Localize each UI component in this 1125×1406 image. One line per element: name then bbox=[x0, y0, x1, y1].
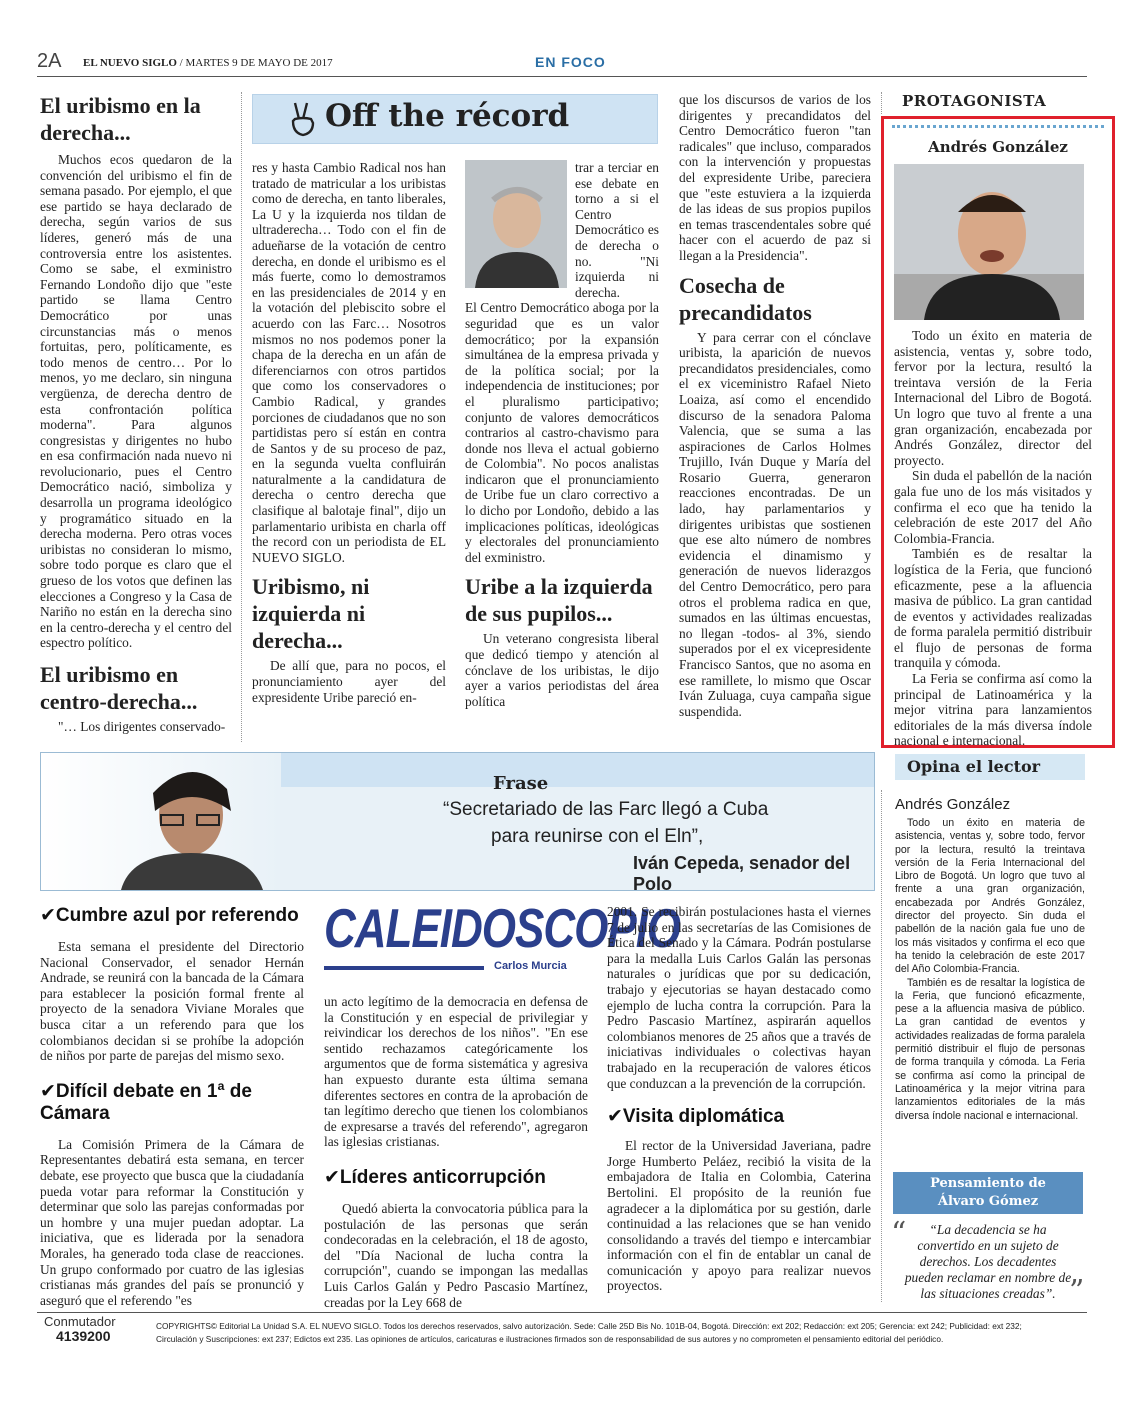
portrait-icon bbox=[894, 164, 1084, 320]
body-postulaciones: 2001. Se recibirán postulaciones hasta el viernes 7 de julio en las secretarías de las Comisiones de Ética del Senado y la Cámara. Podrán postularse para la medalla Luis Carlos Galán las personas naturales o jurídicas que por su dedicación, trabajo y ejecutorias se hayan destacado como ejemplo de lucha contra la corrupción. Para la Pedro Pascasio Martínez, aspirarán aquellos colombianos menores de 25 años que a través de iniciativas individuales o colectivas hayan trabajado en la recuperación de valores éticos que conduzcan a la prevención de la corrupción. bbox=[607, 904, 871, 1091]
protagonista-label: PROTAGONISTA bbox=[902, 92, 1047, 110]
column-otr-4 bbox=[679, 92, 871, 719]
open-quote-icon: “ bbox=[891, 1216, 907, 1251]
frase-quote-1: “Secretariado de las Farc llegó a Cuba bbox=[443, 799, 769, 820]
frase-label: Frase bbox=[493, 773, 549, 794]
column-uribismo bbox=[40, 92, 232, 735]
off-the-record-title: Off the récord bbox=[325, 98, 570, 134]
footer-line-1: COPYRIGHTS© Editorial La Unidad S.A. EL NUEVO SIGLO. Todos los derechos reservados, salvo autorización. Sede: Calle 25D Bis No. 101B-04, Bogotá. Dirección: ext 202; Redacción: ext 205; Gerencia: ext 242; Publicidad: ext 232; bbox=[156, 1321, 1022, 1331]
page-number: 2A bbox=[37, 50, 62, 72]
caleidoscopio-author: Carlos Murcia bbox=[494, 960, 567, 972]
conmutador-label: Conmutador bbox=[44, 1314, 116, 1329]
footer-copyright bbox=[156, 1320, 1084, 1346]
close-quote-icon: ” bbox=[1069, 1274, 1085, 1309]
body-uribismo-centro: "… Los dirigentes conservado- bbox=[58, 719, 226, 734]
body-iglesias: un acto legítimo de la democracia en defensa de la Constitución y en especial de privilegiar y reivindicar los derechos de los niños". "En ese sentido rechazamos categóricamente los argumentos que de forma sistemática y agresiva han expuesto durante esta última semana diferentes sectores en contra de la aprobación de tan legítimo derecho que tienen los colombianos de expresarse a través del referendo", agregaron las iglesias cristianas. bbox=[324, 994, 588, 1150]
pensamiento-quote-block bbox=[891, 1216, 1085, 1309]
gonzalez-photo bbox=[894, 164, 1084, 320]
uribe-photo bbox=[465, 160, 567, 288]
opina-body: Todo un éxito en materia de asistencia, ventas y, sobre todo, fervor por la lectura, resultó la treintava versión de la Feria Internacional del Libro de Bogotá. Un logro que tuvo al frente a una gran organización, encabezada por Andrés González, director del proyecto. Sin duda el pabellón de la nación gala fue uno de los más visitados y confirma el eco que ha tenido la celebración de este 2017 del Año Colombia-Francia. También es de resaltar la logística de la Feria, que funcionó eficazmente, pese a la afluencia masiva de público. La gran cantidad de eventos y actividades realizadas de forma paralela permitió distribuir el flujo de personas de forma tranquila y cómoda. La Feria se confirma así como la principal de Latinoamérica y la mejor vitrina para lanzamientos editoriales de la más diversa índole nacional e internacional. bbox=[895, 817, 1085, 1122]
footer-line-2: Circulación y Suscripciones: ext 237; Edictos ext 235. Las opiniones de artículos, caricaturas e ilustraciones firmados son de responsabilidad de sus autores y no comprometen el pensamiento editorial del periódico. bbox=[156, 1334, 944, 1344]
masthead-name: EL NUEVO SIGLO bbox=[83, 57, 177, 69]
protagonista-box bbox=[881, 116, 1115, 748]
page-header bbox=[37, 48, 1087, 77]
subhead-debate: ✔Difícil debate en 1ª de Cámara bbox=[40, 1079, 252, 1124]
section-label: EN FOCO bbox=[535, 54, 606, 70]
victory-hand-icon bbox=[287, 101, 319, 137]
heading-ni-izquierda: Uribismo, ni izquierda ni derecha... bbox=[252, 574, 370, 654]
body-uribismo-derecha: Muchos ecos quedaron de la convención del uribismo el fin de semana pasado. Por ejemplo, el que ese partido se haya declarado de derecha, según varios de sus líderes, generó más de una controversia entre los asistentes. Como se sabe, el exministro Fernando Londoño dijo que "este partido se llama Centro Democrático por unas circunstancias más o menos fortuitas, pero, políticamente, es todo menos de centro… Por lo menos, yo me declaro, sin ninguna vergüenza, de derecha dentro de esta confrontación política moderna". Para algunos congresistas y dirigentes no hubo en esa confirmación nada nuevo ni revolucionario, pues el Centro Democrático nació, simboliza y desarrolla un programa ideológico y programático situado en la derecha moderna. Pero otras voces uribistas no consideran lo mismo, sobre todo porque es claro que el grueso de los votos que definen las elecciones a Congreso y la Casa de Nariño no están en la derecha sino en la centro-derecha y el centro del espectro político. bbox=[40, 152, 232, 651]
title-rule bbox=[324, 966, 484, 970]
caleidoscopio-header bbox=[324, 898, 681, 978]
body-lideres: Quedó abierta la convocatoria pública para la postulación de las personas que serán condecoradas en la celebración, el 18 de agosto, del "Día Nacional de lucha contra la corrupción", cuando se impongan las medallas Luis Carlos Galán y Pedro Pascasio Martínez, creadas por la Ley 668 de bbox=[324, 1200, 588, 1310]
cepeda-photo bbox=[41, 753, 281, 890]
pensamiento-box bbox=[893, 1172, 1083, 1214]
subhead-cumbre: ✔Cumbre azul por referendo bbox=[40, 904, 299, 926]
protagonista-body: Todo un éxito en materia de asistencia, ventas y, sobre todo, fervor por la lectura, resultó la treintava versión de la Feria Internacional del Libro de Bogotá. Un logro que tuvo al frente a una gran organización, encabezada por Andrés González, director del proyecto. Sin duda el pabellón de la nación gala fue uno de los más visitados y confirma el eco que ha tenido la celebración de este 2017 del Año Colombia-Francia. También es de resaltar la logística de la Feria, que funcionó eficazmente, pese a la afluencia masiva de público. La gran cantidad de eventos y actividades realizadas de forma paralela permitió distribuir el flujo de personas de forma tranquila y cómoda. La Feria se confirma así como la principal de Latinoamérica y la mejor vitrina para lanzamientos editoriales de la más diversa índole nacional e internacional. bbox=[894, 328, 1092, 749]
body-cosecha: Y para cerrar con el cónclave uribista, la aparición de nuevos precandidatos presidenciales, como el ex viceministro Rafael Nieto Loaiza, así como el encendido discurso de la senadora Paloma Valencia, que se suma a las aspiraciones de Carlos Holmes Trujillo, Iván Duque y María del Rosario Guerra, generaron reacciones encontradas. De un lado, hay parlamentarios y dirigentes uribistas que sostienen que ese alto número de nombres evidencia el dinamismo y generación de nuevos liderazgos del Centro Democrático, pero para otros el problema radica en que, sumados en las últimas encuestas, no llegan -todos- al 3%, siendo superados por el ex vicepresidente Francisco Santos, que no asoma en ese ramillete, lo mismo que Oscar Iván Zuluaga, cuya campaña sigue suspendida. bbox=[679, 329, 871, 719]
body-uribe-izquierda: Un veterano congresista liberal que dedicó tiempo y atención al cónclave de los uribistas, le dijo ayer a varios periodistas del área política bbox=[465, 631, 659, 709]
opina-column bbox=[895, 796, 1085, 1123]
check-icon: ✔ bbox=[324, 1165, 340, 1188]
column-otr-3 bbox=[465, 160, 659, 709]
caleidoscopio-title: CALEIDOSCOPIO bbox=[324, 898, 681, 960]
frase-box bbox=[40, 752, 875, 894]
dotted-divider bbox=[892, 125, 1104, 128]
subhead-lideres: ✔Líderes anticorrupción bbox=[324, 1165, 546, 1188]
conmutador-number: 4139200 bbox=[56, 1328, 111, 1344]
heading-uribismo-derecha: El uribismo en la derecha... bbox=[40, 93, 201, 145]
body-ni-izquierda: De allí que, para no pocos, el pronunciamiento ayer del expresidente Uribe pareció en- bbox=[252, 658, 446, 705]
subhead-visita: ✔Visita diplomática bbox=[607, 1105, 785, 1128]
check-icon: ✔ bbox=[40, 904, 56, 926]
masthead bbox=[83, 57, 333, 69]
frase-quote-2: para reunirse con el Eln”, bbox=[491, 826, 704, 847]
pensamiento-label-2: Álvaro Gómez bbox=[937, 1194, 1039, 1209]
issue-date: / MARTES 9 DE MAYO DE 2017 bbox=[179, 57, 333, 69]
heading-uribe-izquierda: Uribe a la izquierda de sus pupilos... bbox=[465, 574, 653, 627]
body-otr-3: trar a terciar en ese debate en torno a si el Centro Democrático es de derecha o no. "Ni izquierda ni derecha. El Centro Democrático aboga por la seguridad que es un valor democrático; por la expansión simultánea de la empresa privada y de la política social; por la independencia de instituciones; por el pluralismo participativo; conjunto de valores democráticos contrarios al castro-chavismo para donde nos lleva el actual gobierno de Colombia". No pocos analistas indicaron que el pronunciamiento de Uribe fue un claro correctivo a lo dicho por Londoño, debido a las implicaciones políticas, ideológicas y electorales del pronunciamiento del exministro. bbox=[465, 160, 659, 565]
caleido-column-3 bbox=[607, 904, 871, 1294]
body-otr-2: res y hasta Cambio Radical nos han tratado de matricular a los uribistas como de derecha, en tanto liberales, La U y la izquierda nos tildan de ultraderecha… Todo con el fin de adueñarse de la votación de centro derecha, en donde el uribismo es el más fuerte, como lo demostramos en las presidenciales de 2014 y en la votación del plebiscito sobre el acuerdo con las Farc… Nosotros mismos no nos podemos poner la chapa de la derecha en un afán de diferenciarnos con otros partidos que como los conservadores o Cambio Radical, y grandes porciones de ciudadanos que no son partidistas pero sí están en contra de Santos y de su proceso de paz, en la segunda vuelta confluirán naturalmente a la candidatura de derecha o centro derecha que clasifique al balotaje final", dijo un parlamentario uribista en charla off the record con un periodista de EL NUEVO SIGLO. bbox=[252, 160, 446, 565]
body-otr-4: que los discursos de varios de los dirigentes y precandidatos del Centro Democrático fueron "tan radicales" que incluso, comparados con la intervención y propuestas del expresidente Uribe, pareciera que "este estuviera a la izquierda de las ideas de sus propios pupilos en temas trascendentales sobre qué hacer con el acuerdo de paz si llegan a la Presidencia". bbox=[679, 92, 871, 263]
body-visita: El rector de la Universidad Javeriana, padre Jorge Humberto Peláez, recibió la visita de la embajadora de Italia en Colombia, Caterina Bertolini. El propósito de la reunión fue agradecer a la diplomática por su gestión, darle continuidad a las relaciones que se han venido consolidando a través del tiempo e intercambiar información con el fin de entablar un canal de comunicación y apoyo para realizar nuevos proyectos. bbox=[607, 1138, 871, 1294]
column-divider bbox=[241, 92, 242, 742]
off-the-record-banner bbox=[252, 94, 658, 144]
body-debate: La Comisión Primera de la Cámara de Representantes debatirá esta semana, en tercer debate, ese proyecto que busca que la ciudadanía pueda votar para reformar la Constitución y determinar que solo las parejas conformadas por un hombre y una mujer puedan adoptar. La iniciativa, que es liderada por la senadora Morales, ha generado toda clase de reacciones. Un grupo conformado por cuatro de las iglesias cristianas más grandes del país se pronunció y aseguró que el referendo "es bbox=[40, 1136, 304, 1308]
portrait-icon bbox=[465, 160, 567, 288]
heading-cosecha: Cosecha de precandidatos bbox=[679, 272, 812, 325]
check-icon: ✔ bbox=[40, 1079, 56, 1102]
opina-name: Andrés González bbox=[895, 796, 1011, 813]
column-divider bbox=[881, 790, 882, 1302]
column-otr-2 bbox=[252, 160, 446, 705]
caleido-column-1 bbox=[40, 904, 304, 1308]
pensamiento-quote: “La decadencia se ha convertido en un sujeto de derechos. Los decadentes pueden reclamar en nombre de las situaciones creadas”. bbox=[904, 1222, 1072, 1301]
caleido-column-2 bbox=[324, 994, 588, 1310]
heading-uribismo-centro: El uribismo en centro-derecha... bbox=[40, 662, 198, 714]
frase-author: Iván Cepeda, senador del Polo bbox=[633, 853, 851, 894]
portrait-icon bbox=[41, 753, 281, 890]
footer-rule bbox=[37, 1312, 1087, 1313]
opina-label: Opina el lector bbox=[907, 757, 1041, 776]
check-icon: ✔ bbox=[607, 1105, 623, 1128]
pensamiento-label-1: Pensamiento de bbox=[930, 1176, 1046, 1191]
column-divider bbox=[881, 92, 882, 114]
opina-header bbox=[895, 754, 1085, 780]
body-cumbre: Esta semana el presidente del Directorio Nacional Conservador, el senador Hernán Andrade, se reunirá con la bancada de la Cámara para establecer la posición formal frente al proyecto de la senadora Viviane Morales que busca citar a un referendo para que los colombianos decidan si se prohíbe la adopción de niños por parte de parejas del mismo sexo. bbox=[40, 939, 304, 1064]
protagonista-name: Andrés González bbox=[928, 138, 1068, 156]
